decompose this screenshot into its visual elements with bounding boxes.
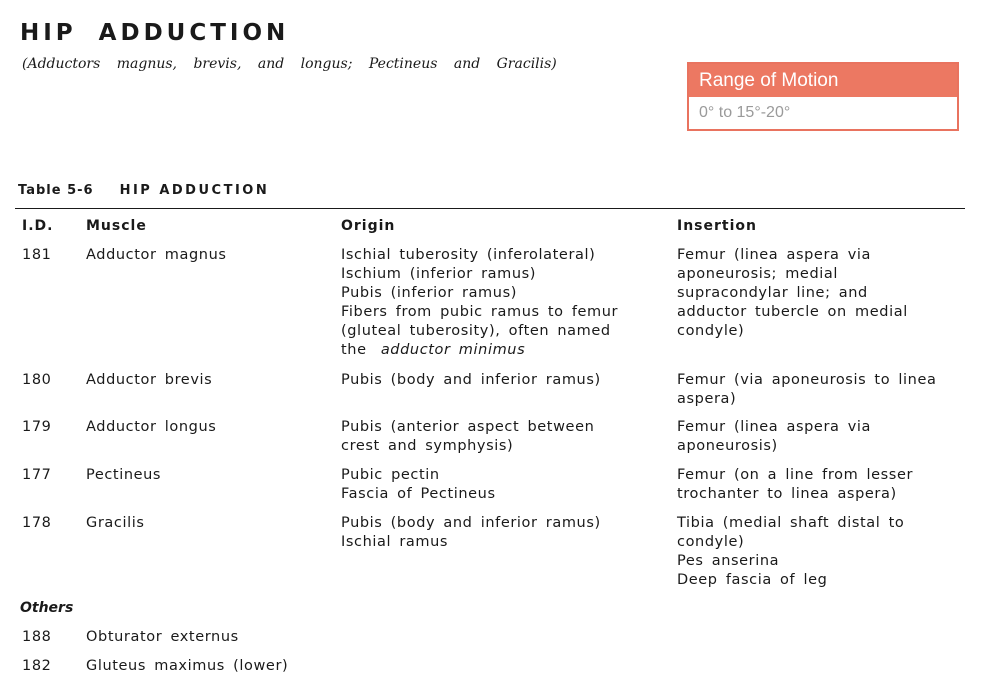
origin-line: Pubis (inferior ramus) <box>341 285 517 301</box>
insertion-line: Deep fascia of leg <box>677 572 828 588</box>
insertion-line: Femur (linea aspera via <box>677 247 871 263</box>
origin-line: Pubic pectin <box>341 467 440 483</box>
row-origin <box>341 418 594 456</box>
row-muscle: Adductor magnus <box>86 247 227 263</box>
others-id: 182 <box>22 658 52 674</box>
page-title: HIP ADDUCTION <box>20 20 290 46</box>
header-insertion: Insertion <box>677 218 757 234</box>
origin-line: Ischium (inferior ramus) <box>341 266 537 282</box>
others-muscle: Gluteus maximus (lower) <box>86 658 289 674</box>
row-origin <box>341 246 618 360</box>
table-caption <box>18 183 269 198</box>
origin-line: Fibers from pubic ramus to femur <box>341 304 619 320</box>
header-origin: Origin <box>341 218 396 234</box>
row-insertion <box>677 466 913 504</box>
origin-line: Fascia of Pectineus <box>341 486 496 502</box>
insertion-line: Pes anserina <box>677 553 780 569</box>
origin-line <box>341 341 618 360</box>
table-title: HIP ADDUCTION <box>119 183 270 198</box>
origin-line: Pubis (anterior aspect between <box>341 419 595 435</box>
row-muscle: Gracilis <box>86 515 145 531</box>
insertion-line: supracondylar line; and <box>677 285 868 301</box>
page-subtitle: (Adductors magnus, brevis, and longus; Pectineus and Gracilis) <box>22 56 557 72</box>
others-muscle: Obturator externus <box>86 629 239 645</box>
origin-line: Ischial ramus <box>341 534 449 550</box>
range-of-motion-header: Range of Motion <box>689 64 957 97</box>
table-number: Table 5-6 <box>18 183 94 198</box>
origin-line: (gluteal tuberosity), often named <box>341 323 611 339</box>
insertion-line: aponeurosis) <box>677 438 778 454</box>
header-id: I.D. <box>22 218 54 234</box>
origin-line: Pubis (body and inferior ramus) <box>341 515 601 531</box>
row-id: 177 <box>22 467 52 483</box>
row-insertion <box>677 371 936 409</box>
header-muscle: Muscle <box>86 218 147 234</box>
insertion-line: trochanter to linea aspera) <box>677 486 897 502</box>
row-muscle: Pectineus <box>86 467 162 483</box>
row-origin <box>341 514 601 552</box>
range-of-motion-value: 0° to 15°-20° <box>699 104 791 121</box>
insertion-line: Tibia (medial shaft distal to <box>677 515 905 531</box>
origin-line: Ischial tuberosity (inferolateral) <box>341 247 596 263</box>
row-id: 179 <box>22 419 52 435</box>
insertion-line: adductor tubercle on medial <box>677 304 908 320</box>
origin-line: crest and symphysis) <box>341 438 514 454</box>
insertion-line: condyle) <box>677 534 745 550</box>
others-id: 188 <box>22 629 52 645</box>
row-insertion <box>677 418 871 456</box>
range-of-motion-box <box>687 62 959 131</box>
row-origin <box>341 466 496 504</box>
insertion-line: condyle) <box>677 323 745 339</box>
table-top-rule <box>15 208 965 209</box>
origin-line: Pubis (body and inferior ramus) <box>341 372 601 388</box>
row-id: 178 <box>22 515 52 531</box>
row-origin <box>341 371 601 390</box>
origin-prefix: the <box>341 342 375 358</box>
row-id: 180 <box>22 372 52 388</box>
row-insertion <box>677 514 904 590</box>
row-muscle: Adductor brevis <box>86 372 213 388</box>
insertion-line: aponeurosis; medial <box>677 266 838 282</box>
insertion-line: Femur (on a line from lesser <box>677 467 914 483</box>
row-id: 181 <box>22 247 52 263</box>
row-insertion <box>677 246 908 341</box>
origin-italic-term: adductor minimus <box>380 342 526 358</box>
insertion-line: Femur (via aponeurosis to linea <box>677 372 937 388</box>
insertion-line: aspera) <box>677 391 737 407</box>
row-muscle: Adductor longus <box>86 419 217 435</box>
others-label: Others <box>20 600 74 616</box>
insertion-line: Femur (linea aspera via <box>677 419 871 435</box>
